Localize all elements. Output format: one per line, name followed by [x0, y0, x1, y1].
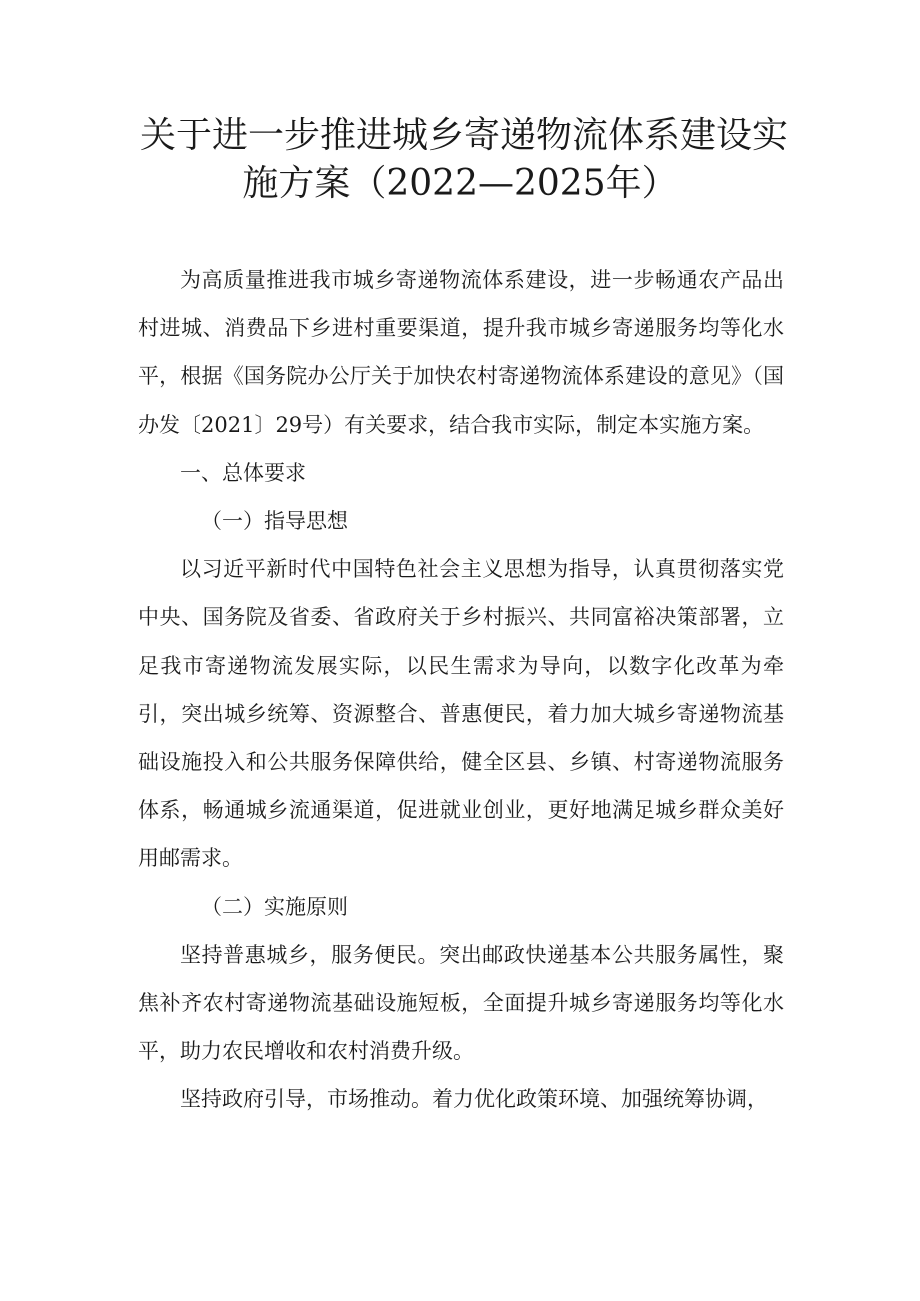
document-body [138, 256, 784, 1124]
subsection-heading-principles: （二）实施原则 [201, 894, 348, 919]
guiding-ideology-paragraph: 以习近平新时代中国特色社会主义思想为指导，认真贯彻落实党中央、国务院及省委、省政府关于乡村振兴、共同富裕决策部署，立足我市寄递物流发展实际，以民生需求为导向，以数字化改革为牵引，突出城乡统筹、资源整合、普惠便民，着力加大城乡寄递物流基础设施投入和公共服务保障供给，健全区县、乡镇、村寄递物流服务体系，畅通城乡流通渠道，促进就业创业，更好地满足城乡群众美好用邮需求。 [138, 557, 784, 871]
section-heading-general-requirements: 一、总体要求 [180, 460, 306, 485]
subsection-heading-guiding-ideology: （一）指导思想 [201, 509, 348, 534]
principle-paragraph-2: 坚持政府引导，市场推动。着力优化政策环境、加强统筹协调， [180, 1087, 768, 1112]
principle-paragraph-1: 坚持普惠城乡，服务便民。突出邮政快递基本公共服务属性，聚焦补齐农村寄递物流基础设施短板，全面提升城乡寄递服务均等化水平，助力农民增收和农村消费升级。 [138, 942, 784, 1064]
document-title-line-2: 施方案（2022—2025年） [242, 163, 678, 204]
document-title-line-1: 关于进一步推进城乡寄递物流体系建设实 [140, 115, 789, 156]
intro-paragraph: 为高质量推进我市城乡寄递物流体系建设，进一步畅通农产品出村进城、消费品下乡进村重要渠道，提升我市城乡寄递服务均等化水平，根据《国务院办公厅关于加快农村寄递物流体系建设的意见》（国办发〔2021〕29号）有关要求，结合我市实际，制定本实施方案。 [138, 268, 784, 437]
